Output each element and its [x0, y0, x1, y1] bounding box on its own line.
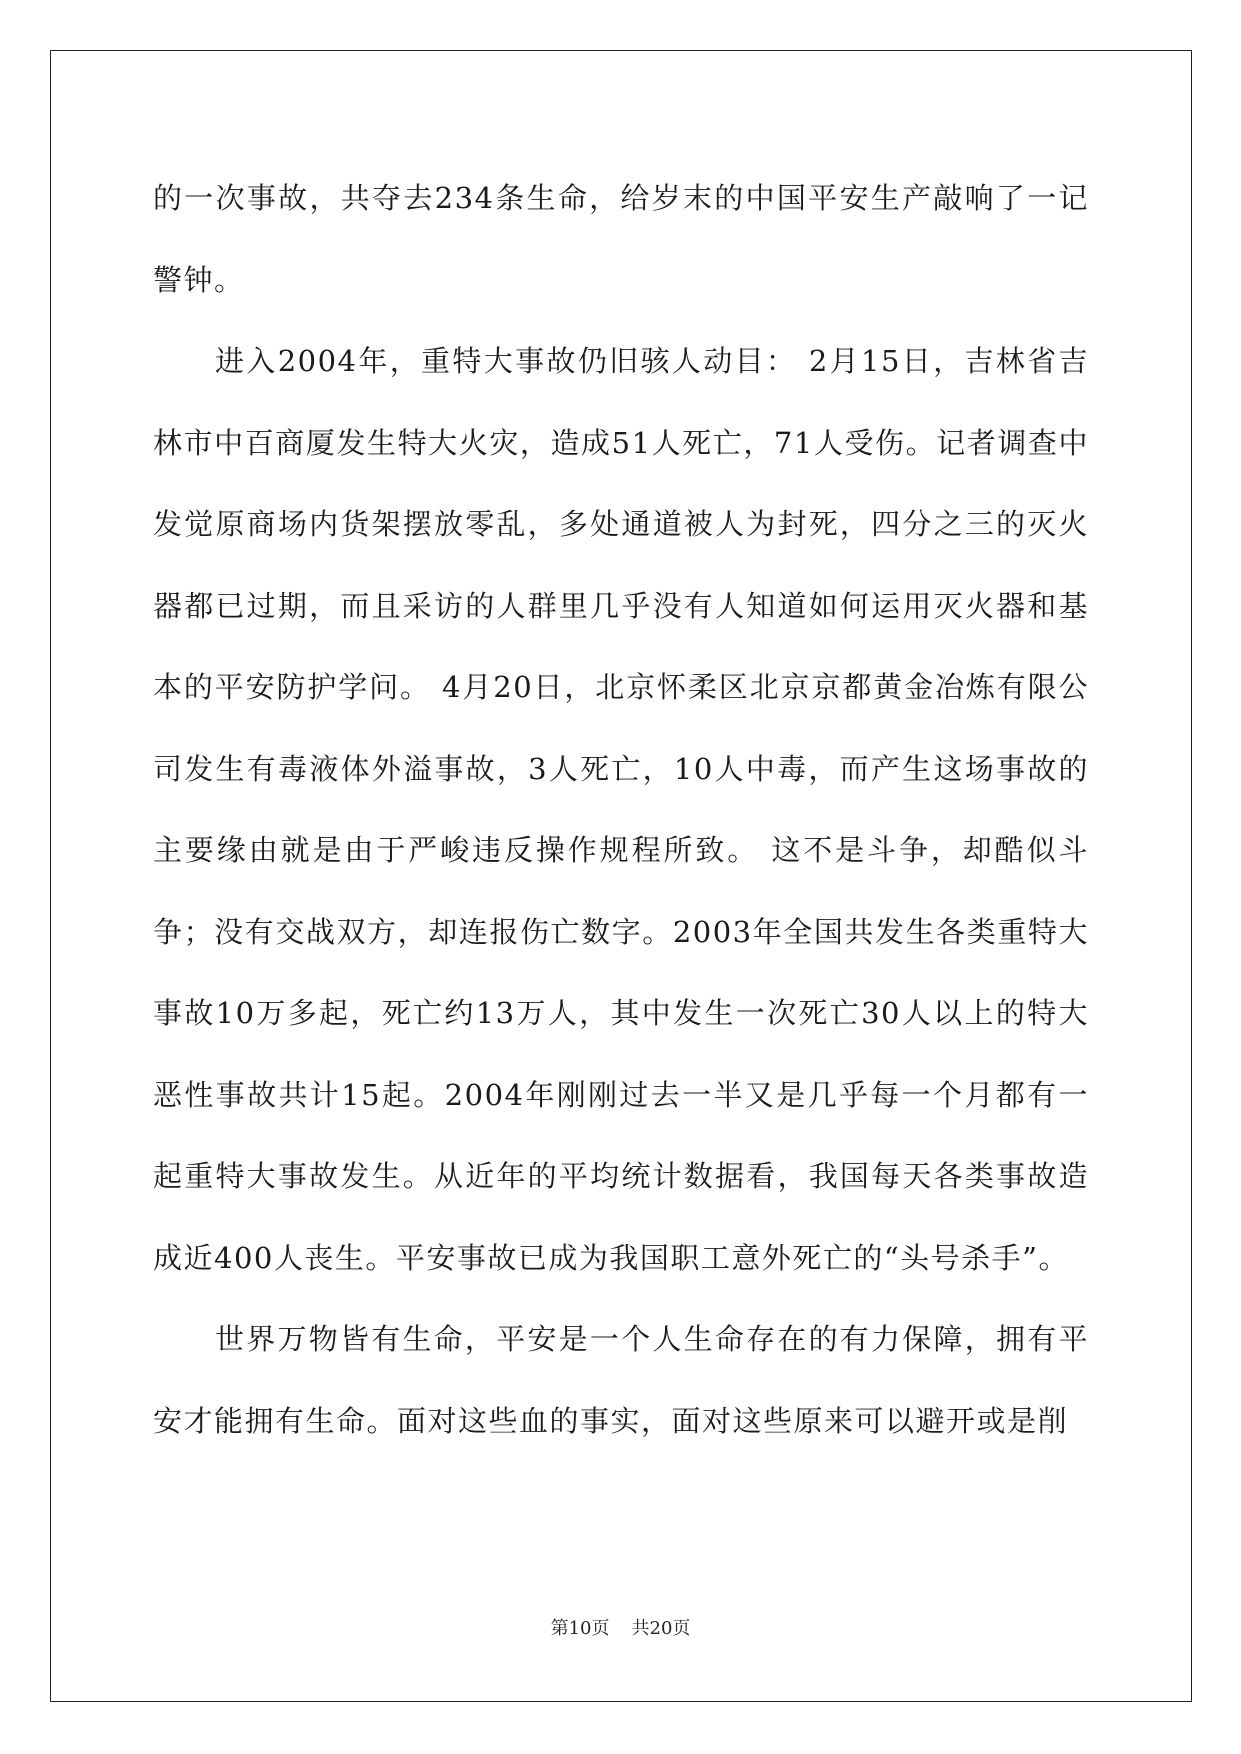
paragraph-continuation: 的一次事故，共夺去234条生命，给岁末的中国平安生产敲响了一记警钟。: [153, 181, 1089, 297]
page-footer: [0, 1617, 1241, 1641]
paragraph-accidents-2004: 进入2004年，重特大事故仍旧骇人动目： 2月15日，吉林省吉林市中百商厦发生特大火灾，造成51人死亡，71人受伤。记者调查中发觉原商场内货架摆放零乱，多处通道被人为封死，四分之三的灭火器都已过期，而且采访的人群里几乎没有人知道如何运用灭火器和基本的平安防护学问。 4月20日，北京怀柔区北京京都黄金冶炼有限公司发生有毒液体外溢事故，3人死亡，10人中毒，而产生这场事故的主要缘由就是由于严峻违反操作规程所致。 这不是斗争，却酷似斗争；没有交战双方，却连报伤亡数字。2003年全国共发生各类重特大事故10万多起，死亡约13万人，其中发生一次死亡30人以上的特大恶性事故共计15起。2004年刚刚过去一半又是几乎每一个月都有一起重特大事故发生。从近年的平均统计数据看，我国每天各类事故造成近400人丧生。平安事故已成为我国职工意外死亡的“头号杀手”。: [153, 344, 1089, 1275]
page-number-total: 共20页: [631, 1618, 691, 1639]
document-body: [153, 158, 1089, 1462]
page-number-current: 第10页: [550, 1618, 610, 1639]
paragraph-safety-life: 世界万物皆有生命，平安是一个人生命存在的有力保障，拥有平安才能拥有生命。面对这些血的事实，面对这些原来可以避开或是削: [153, 1322, 1089, 1438]
